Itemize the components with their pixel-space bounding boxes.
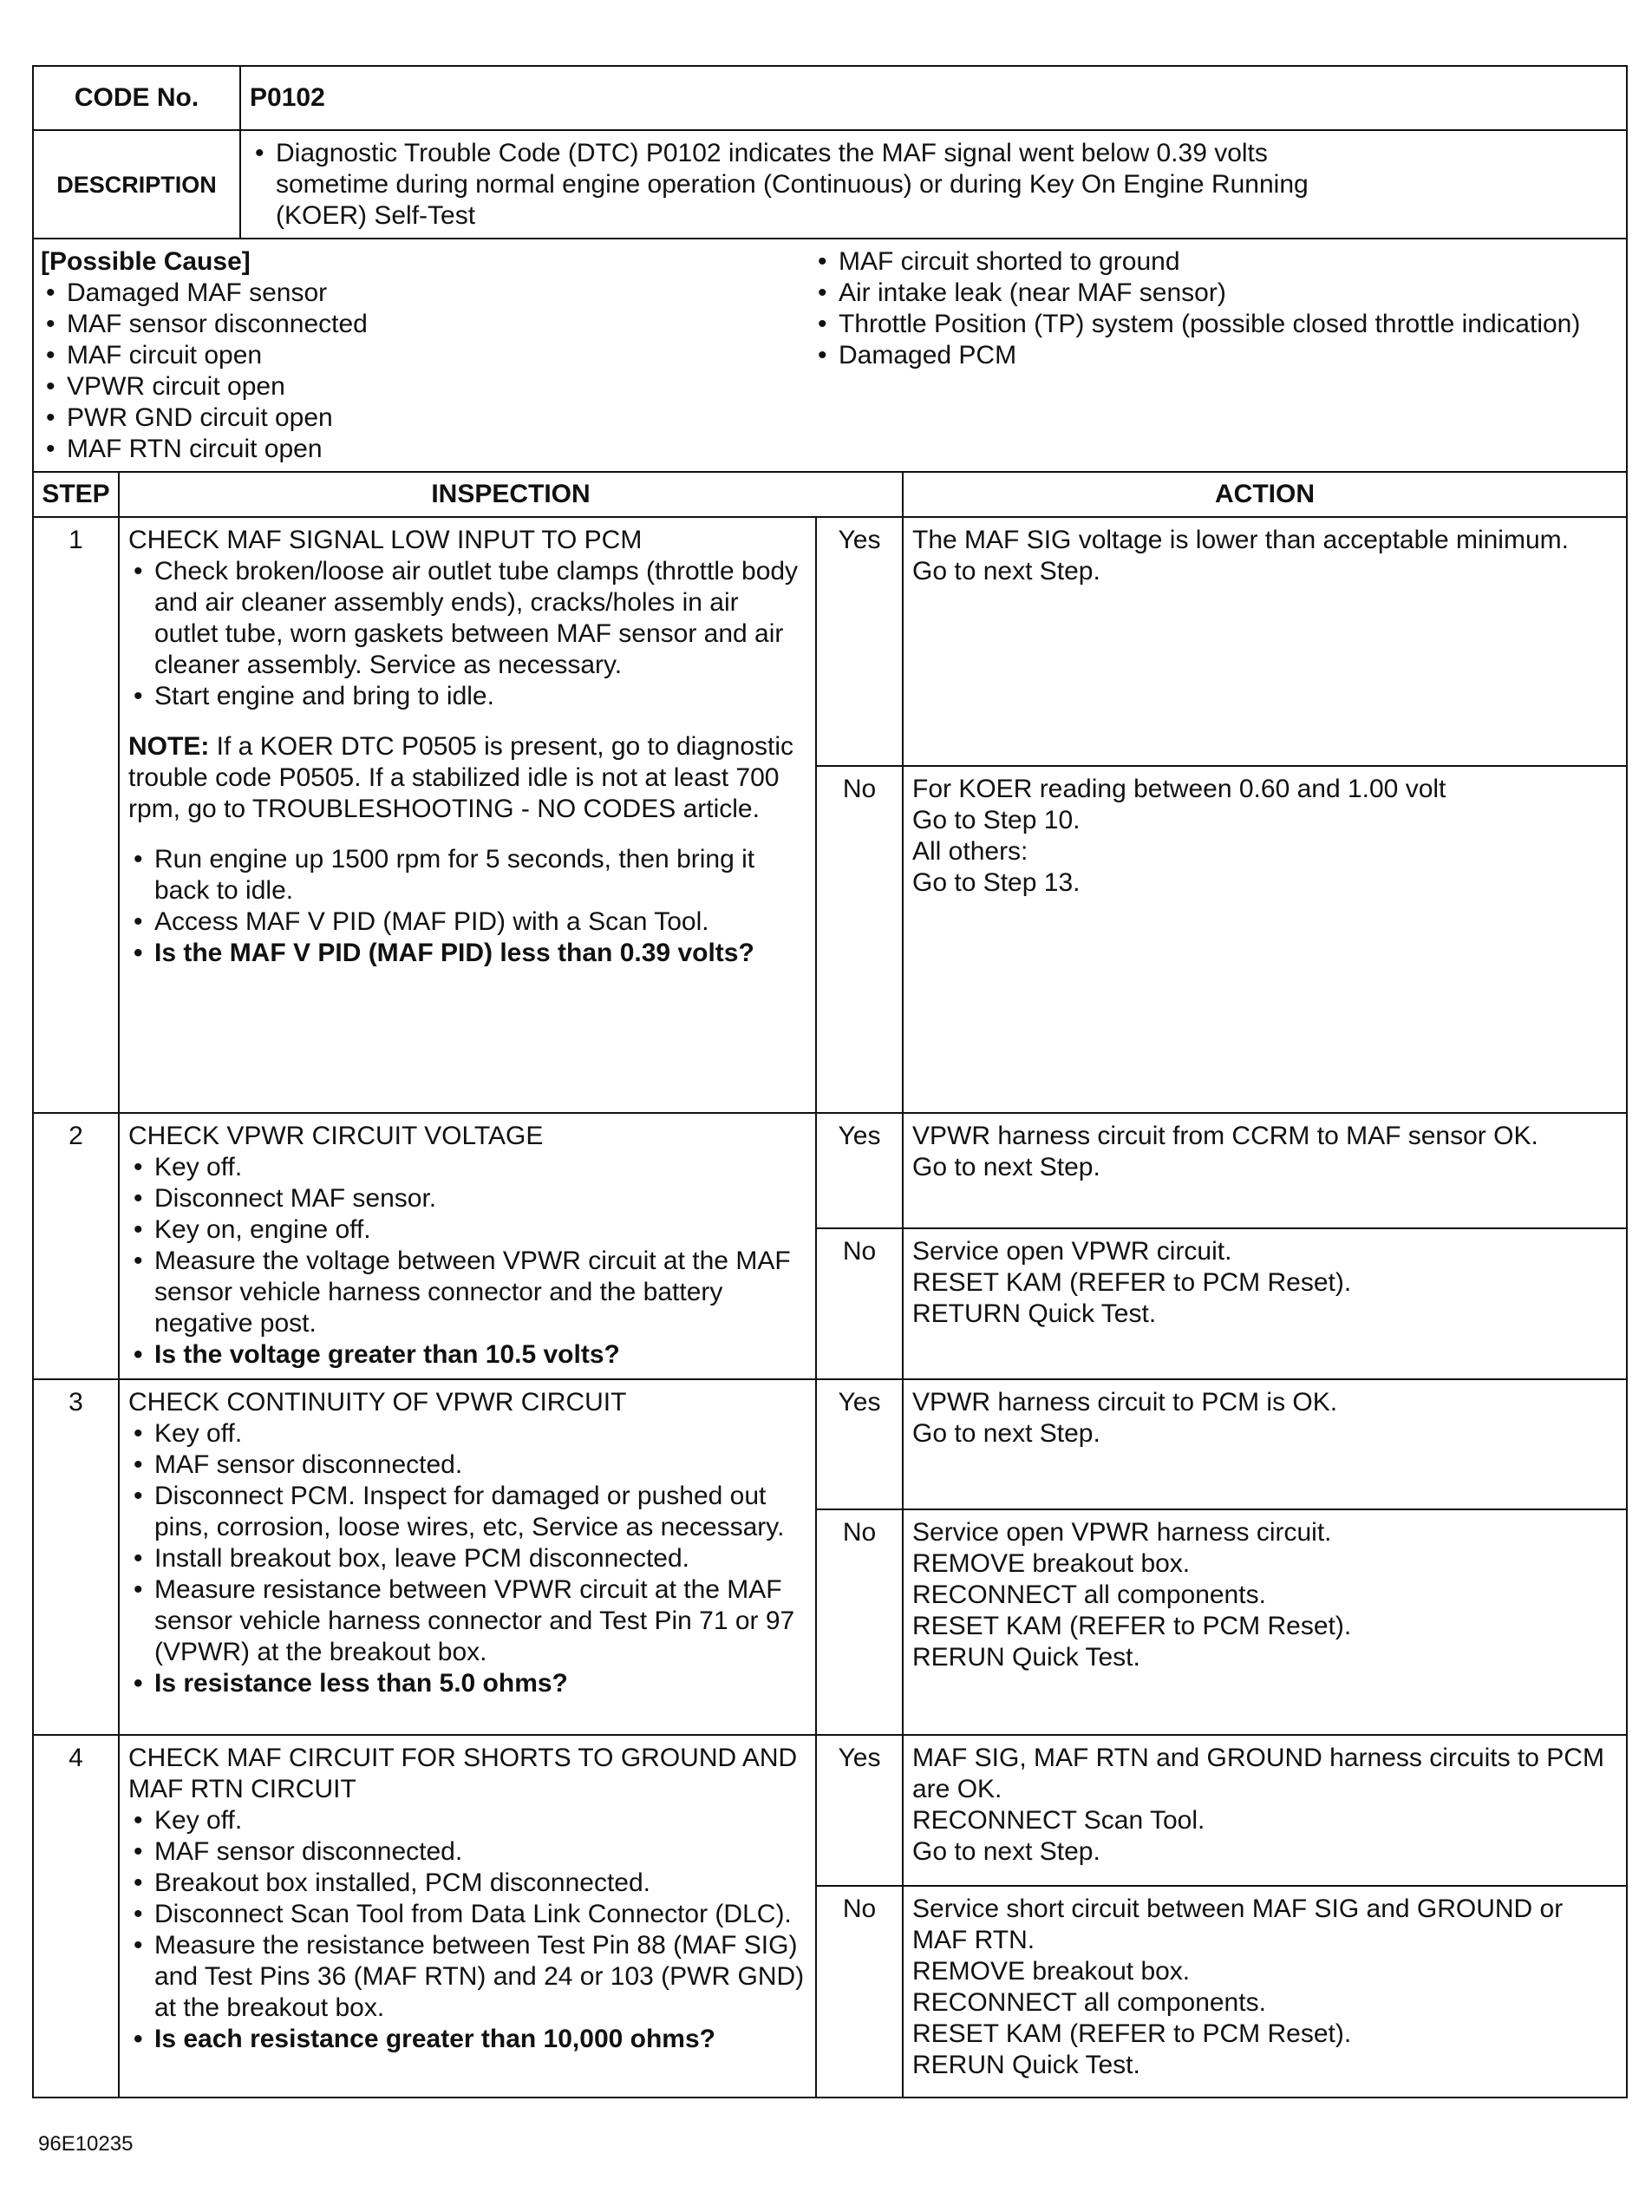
step-inspection <box>119 1379 816 1735</box>
action-line: Go to next Step. <box>912 1153 1100 1181</box>
action-line: RECONNECT all components. <box>912 1580 1266 1609</box>
action-yes <box>903 1735 1627 1886</box>
action-line: Go to next Step. <box>912 1837 1100 1866</box>
step-title: CHECK MAF SIGNAL LOW INPUT TO PCM <box>128 526 643 554</box>
inspection-item: • Access MAF V PID (MAF PID) with a Scan Tool. <box>128 906 806 938</box>
inspection-item: • Key off. <box>128 1152 806 1183</box>
inspection-item: • Breakout box installed, PCM disconnected. <box>128 1868 806 1899</box>
inspection-question: • Is the voltage greater than 10.5 volts? <box>128 1339 806 1371</box>
note-text: If a KOER DTC P0505 is present, go to diagnostic trouble code P0505. If a stabilized idle is not at least 700 rpm, go to TROUBLESHOOTING - NO CODES article. <box>128 732 794 823</box>
note-label: NOTE: <box>128 732 210 761</box>
action-line: RECONNECT Scan Tool. <box>912 1806 1205 1835</box>
inspection-item: • MAF sensor disconnected. <box>128 1836 806 1868</box>
action-line: All others: <box>912 837 1028 866</box>
step-title: CHECK VPWR CIRCUIT VOLTAGE <box>128 1122 544 1150</box>
action-line: RERUN Quick Test. <box>912 2051 1140 2079</box>
action-line: Go to next Step. <box>912 557 1100 586</box>
action-line: REMOVE breakout box. <box>912 1957 1191 1986</box>
step-title: CHECK CONTINUITY OF VPWR CIRCUIT <box>128 1388 627 1417</box>
inspection-item: • Key off. <box>128 1805 806 1836</box>
possible-cause-cell <box>33 239 1627 472</box>
possible-cause-title: [Possible Cause] <box>41 247 251 276</box>
inspection-item: • Check broken/loose air outlet tube clamps (throttle body and air cleaner assembly ends), cracks/holes in air outlet tube, worn gaskets between MAF sensor and air cleaner assembly. Service as necessary. <box>128 556 806 681</box>
cause-item: • MAF sensor disconnected <box>41 309 813 340</box>
inspection-question: • Is the MAF V PID (MAF PID) less than 0.39 volts? <box>128 938 806 969</box>
cause-item: • PWR GND circuit open <box>41 402 813 434</box>
inspection-item: • Key on, engine off. <box>128 1214 806 1246</box>
answer-yes: Yes <box>816 517 903 766</box>
inspection-question: • Is resistance less than 5.0 ohms? <box>128 1668 806 1699</box>
action-line: Go to Step 13. <box>912 868 1081 897</box>
action-no <box>903 1886 1627 2097</box>
action-line: RERUN Quick Test. <box>912 1643 1140 1672</box>
action-line: Service open VPWR circuit. <box>912 1237 1232 1266</box>
causes-left-list <box>41 278 813 465</box>
cause-item: • VPWR circuit open <box>41 371 813 402</box>
action-line: MAF SIG, MAF RTN and GROUND harness circuits to PCM are OK. <box>912 1744 1604 1803</box>
action-line: RECONNECT all components. <box>912 1988 1266 2017</box>
action-yes <box>903 517 1627 766</box>
inspection-item: • Install breakout box, leave PCM disconnected. <box>128 1543 806 1574</box>
step-number: 3 <box>33 1379 119 1735</box>
step-number: 2 <box>33 1113 119 1379</box>
inspection-item: • Start engine and bring to idle. <box>128 681 806 712</box>
action-no <box>903 1228 1627 1379</box>
cause-item: • Damaged MAF sensor <box>41 278 813 309</box>
action-line: RESET KAM (REFER to PCM Reset). <box>912 1612 1352 1640</box>
cause-item: • Throttle Position (TP) system (possible closed throttle indication) <box>813 309 1584 340</box>
action-no <box>903 1509 1627 1735</box>
header-inspection: INSPECTION <box>119 472 903 517</box>
step-inspection <box>119 1735 816 2097</box>
answer-yes: Yes <box>816 1379 903 1509</box>
code-label: CODE No. <box>33 66 240 130</box>
cause-item: • Damaged PCM <box>813 340 1584 371</box>
code-value: P0102 <box>240 66 1627 130</box>
cause-item: • MAF circuit shorted to ground <box>813 246 1584 278</box>
action-line: RESET KAM (REFER to PCM Reset). <box>912 2019 1352 2048</box>
step-number: 1 <box>33 517 119 1113</box>
cause-item: • MAF RTN circuit open <box>41 434 813 465</box>
action-line: RETURN Quick Test. <box>912 1299 1157 1328</box>
description-cell <box>240 130 1627 239</box>
cause-item: • MAF circuit open <box>41 340 813 371</box>
action-no <box>903 766 1627 1113</box>
inspection-item: • Run engine up 1500 rpm for 5 seconds, then bring it back to idle. <box>128 844 806 906</box>
inspection-item: • Disconnect Scan Tool from Data Link Connector (DLC). <box>128 1899 806 1930</box>
answer-yes: Yes <box>816 1113 903 1228</box>
cause-item: • Air intake leak (near MAF sensor) <box>813 278 1584 309</box>
header-action: ACTION <box>903 472 1627 517</box>
step-number: 4 <box>33 1735 119 2097</box>
answer-no: No <box>816 1228 903 1379</box>
answer-yes: Yes <box>816 1735 903 1886</box>
action-line: VPWR harness circuit from CCRM to MAF sensor OK. <box>912 1122 1538 1150</box>
inspection-question: • Is each resistance greater than 10,000 ohms? <box>128 2024 806 2055</box>
figure-id: 96E10235 <box>38 2132 134 2156</box>
action-line: Service open VPWR harness circuit. <box>912 1518 1332 1547</box>
action-line: For KOER reading between 0.60 and 1.00 volt <box>912 775 1446 803</box>
action-line: Go to next Step. <box>912 1419 1100 1448</box>
diagnostic-table <box>32 65 1628 2098</box>
answer-no: No <box>816 766 903 1113</box>
inspection-item: • Measure resistance between VPWR circuit at the MAF sensor vehicle harness connector and Test Pin 71 or 97 (VPWR) at the breakout box. <box>128 1574 806 1668</box>
answer-no: No <box>816 1886 903 2097</box>
action-line: Go to Step 10. <box>912 806 1081 834</box>
action-yes <box>903 1113 1627 1228</box>
action-line: VPWR harness circuit to PCM is OK. <box>912 1388 1338 1417</box>
inspection-item: • Disconnect PCM. Inspect for damaged or pushed out pins, corrosion, loose wires, etc, Service as necessary. <box>128 1481 806 1543</box>
description-label: DESCRIPTION <box>33 130 240 239</box>
step-inspection <box>119 1113 816 1379</box>
step-title: CHECK MAF CIRCUIT FOR SHORTS TO GROUND AND MAF RTN CIRCUIT <box>128 1744 798 1803</box>
inspection-item: • Measure the resistance between Test Pin 88 (MAF SIG) and Test Pins 36 (MAF RTN) and 24 or 103 (PWR GND) at the breakout box. <box>128 1930 806 2024</box>
action-line: The MAF SIG voltage is lower than acceptable minimum. <box>912 526 1569 554</box>
description-text: • Diagnostic Trouble Code (DTC) P0102 indicates the MAF signal went below 0.39 volts sometime during normal engine operation (Continuous) or during Key On Engine Running (KOER) Self-Test <box>250 138 1366 232</box>
inspection-item: • MAF sensor disconnected. <box>128 1450 806 1481</box>
action-line: REMOVE breakout box. <box>912 1549 1191 1578</box>
header-step: STEP <box>33 472 119 517</box>
inspection-item: • Disconnect MAF sensor. <box>128 1183 806 1214</box>
answer-no: No <box>816 1509 903 1735</box>
causes-right-list <box>813 246 1584 371</box>
action-yes <box>903 1379 1627 1509</box>
action-line: Service short circuit between MAF SIG and GROUND or MAF RTN. <box>912 1895 1564 1954</box>
step-inspection <box>119 517 816 1113</box>
inspection-item: • Key off. <box>128 1418 806 1450</box>
step-note <box>128 731 806 825</box>
inspection-item: • Measure the voltage between VPWR circuit at the MAF sensor vehicle harness connector and the battery negative post. <box>128 1246 806 1339</box>
action-line: RESET KAM (REFER to PCM Reset). <box>912 1268 1352 1297</box>
